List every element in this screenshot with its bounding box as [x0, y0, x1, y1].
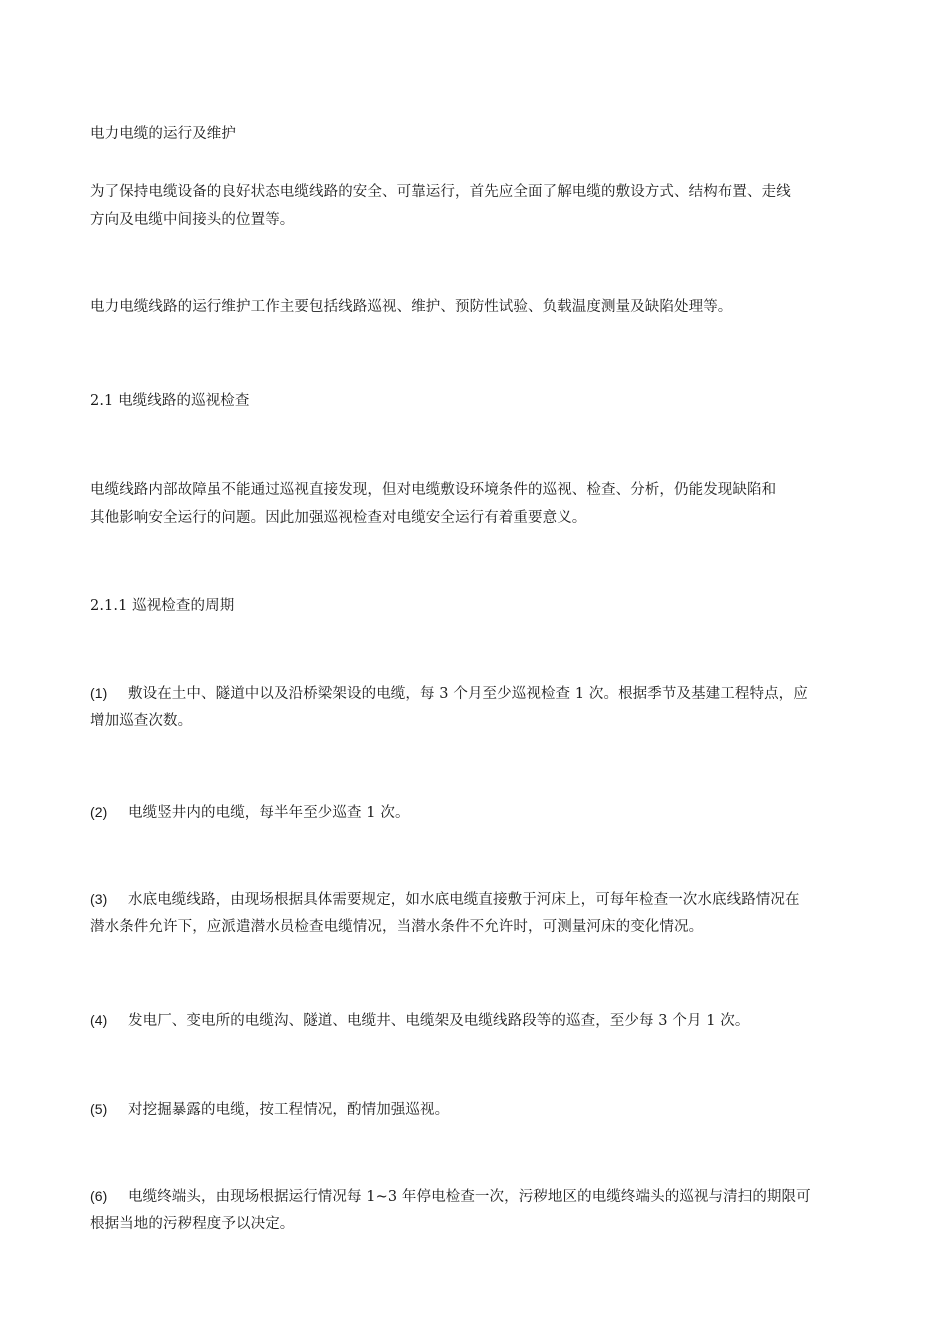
list-item-6-line-1	[90, 1186, 811, 1207]
list-item-6-line-2: 根据当地的污秽程度予以决定。	[90, 1216, 295, 1232]
section-2-1-paragraph-line-1: 电缆线路内部故障虽不能通过巡视直接发现，但对电缆敷设环境条件的巡视、检查、分析，仍能发现缺陷和	[90, 482, 777, 498]
list-item-5-line-1	[90, 1099, 449, 1120]
document-title: 电力电缆的运行及维护	[90, 126, 236, 142]
list-item-2-text: 电缆竖井内的电缆，每半年至少巡查 1 次。	[128, 805, 410, 821]
intro-paragraph-line-1: 为了保持电缆设备的良好状态电缆线路的安全、可靠运行，首先应全面了解电缆的敷设方式、结构布置、走线	[90, 184, 791, 200]
list-item-2-marker: (2)	[90, 804, 108, 820]
scope-paragraph: 电力电缆线路的运行维护工作主要包括线路巡视、维护、预防性试验、负载温度测量及缺陷处理等。	[90, 299, 733, 315]
intro-paragraph-line-2: 方向及电缆中间接头的位置等。	[90, 212, 295, 228]
list-item-3-line-2: 潜水条件允许下，应派遣潜水员检查电缆情况，当潜水条件不允许时，可测量河床的变化情况。	[90, 919, 704, 935]
list-item-1-text: 敷设在土中、隧道中以及沿桥梁架设的电缆，每 3 个月至少巡视检查 1 次。根据季节及基建工程特点，应	[128, 686, 808, 702]
list-item-4-line-1	[90, 1010, 749, 1031]
list-item-2-line-1	[90, 802, 410, 823]
list-item-4-marker: (4)	[90, 1012, 108, 1028]
list-item-1-line-2: 增加巡查次数。	[90, 713, 193, 729]
list-item-1-line-1	[90, 683, 808, 704]
list-item-3-line-1	[90, 889, 800, 910]
list-item-1-marker: (1)	[90, 685, 108, 701]
list-item-3-text: 水底电缆线路，由现场根据具体需要规定，如水底电缆直接敷于河床上，可每年检查一次水底线路情况在	[128, 892, 800, 908]
list-item-5-marker: (5)	[90, 1101, 108, 1117]
section-heading-2-1-1: 2.1.1 巡视检查的周期	[90, 598, 235, 614]
section-heading-2-1: 2.1 电缆线路的巡视检查	[90, 393, 250, 409]
list-item-3-marker: (3)	[90, 891, 108, 907]
list-item-6-marker: (6)	[90, 1188, 108, 1204]
list-item-6-text: 电缆终端头，由现场根据运行情况每 1~3 年停电检查一次，污秽地区的电缆终端头的巡视与清扫的期限可	[128, 1189, 811, 1205]
list-item-4-text: 发电厂、变电所的电缆沟、隧道、电缆井、电缆架及电缆线路段等的巡查，至少每 3 个月 1 次。	[128, 1013, 750, 1029]
section-2-1-paragraph-line-2: 其他影响安全运行的问题。因此加强巡视检查对电缆安全运行有着重要意义。	[90, 510, 587, 526]
list-item-5-text: 对挖掘暴露的电缆，按工程情况，酌情加强巡视。	[128, 1102, 450, 1118]
